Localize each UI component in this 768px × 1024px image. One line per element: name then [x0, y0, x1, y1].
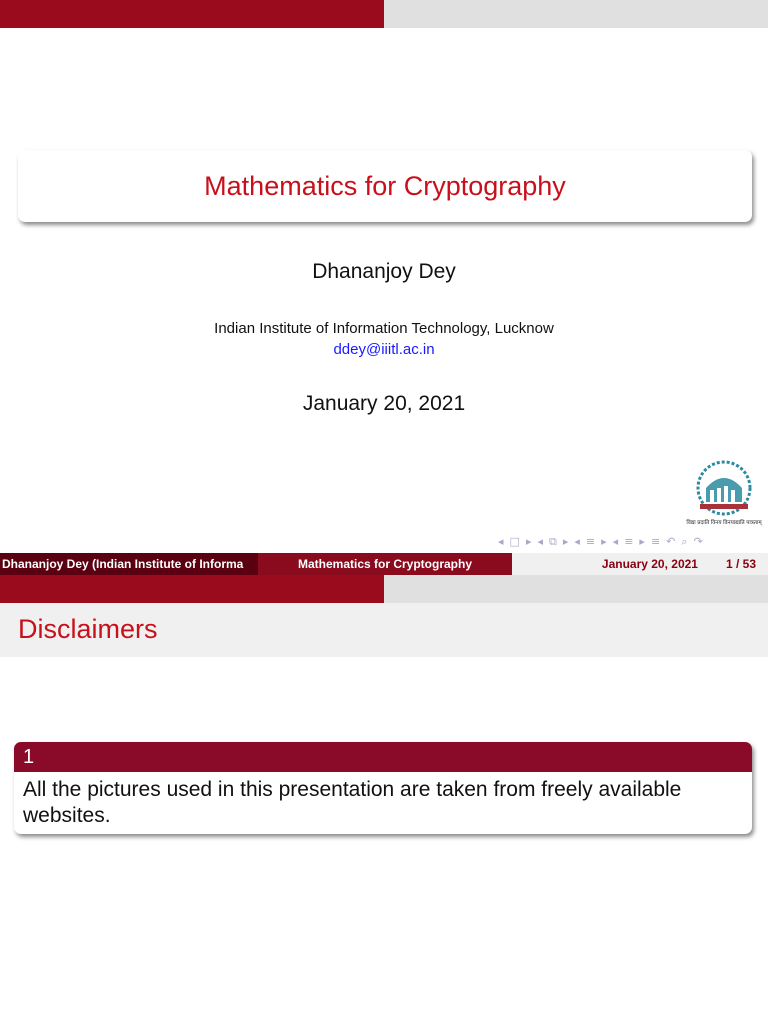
- subsection-icon[interactable]: ⧉: [549, 535, 557, 548]
- header-bar-right: [384, 575, 768, 603]
- footer-page-number: 1 / 53: [725, 557, 756, 571]
- redo-icon[interactable]: ↷: [693, 535, 703, 548]
- footer-date: January 20, 2021: [601, 557, 698, 571]
- find-icon[interactable]: ⌕: [681, 535, 688, 548]
- nav-left-arrow-icon[interactable]: ◂: [498, 535, 504, 548]
- author-email-link[interactable]: ddey@iiitl.ac.in: [333, 341, 435, 358]
- header-bar-left: [0, 0, 384, 28]
- section-left-arrow-icon[interactable]: ◂: [537, 535, 543, 548]
- block-title: 1: [14, 742, 752, 772]
- doc-icon[interactable]: ≡: [624, 535, 634, 548]
- header-bar-right: [384, 0, 768, 28]
- iiit-lucknow-logo: [684, 458, 764, 530]
- logo-caption: विद्या प्रदाति विनय विनयाद्याति पात्रताम्: [686, 520, 762, 526]
- frame-title: Disclaimers: [18, 614, 158, 644]
- title-box: [18, 150, 752, 222]
- frame-icon[interactable]: □: [509, 535, 520, 548]
- slide-icon[interactable]: ≡: [585, 535, 596, 548]
- footer-title: Mathematics for Cryptography: [258, 553, 512, 575]
- nav-right-arrow-icon[interactable]: ▸: [639, 535, 645, 548]
- institute-name: Indian Institute of Information Technology, Lucknow: [214, 320, 554, 337]
- undo-icon[interactable]: ↶: [666, 535, 676, 548]
- presentation-date: January 20, 2021: [302, 392, 466, 415]
- slide-left-arrow-icon[interactable]: ◂: [574, 535, 580, 548]
- nav-right-arrow-icon[interactable]: ▸: [601, 535, 607, 548]
- author-name: Dhananjoy Dey: [312, 260, 456, 283]
- slide-title: Mathematics for Cryptography: [204, 170, 566, 201]
- slide-footer: [0, 553, 768, 575]
- block-text: All the pictures used in this presentation are taken from freely available websites.: [23, 778, 682, 827]
- footer-right: [512, 553, 768, 575]
- doc-left-arrow-icon[interactable]: ◂: [612, 535, 619, 548]
- nav-right-arrow-icon[interactable]: ▸: [525, 535, 532, 548]
- nav-right-arrow-icon[interactable]: ▸: [562, 535, 569, 548]
- beamer-navigation-bar: [498, 534, 703, 550]
- header-bar-left: [0, 575, 384, 603]
- disclaimer-block: [14, 742, 752, 834]
- menu-icon[interactable]: ≡: [650, 535, 661, 548]
- footer-author: Dhananjoy Dey (Indian Institute of Informa: [0, 553, 258, 575]
